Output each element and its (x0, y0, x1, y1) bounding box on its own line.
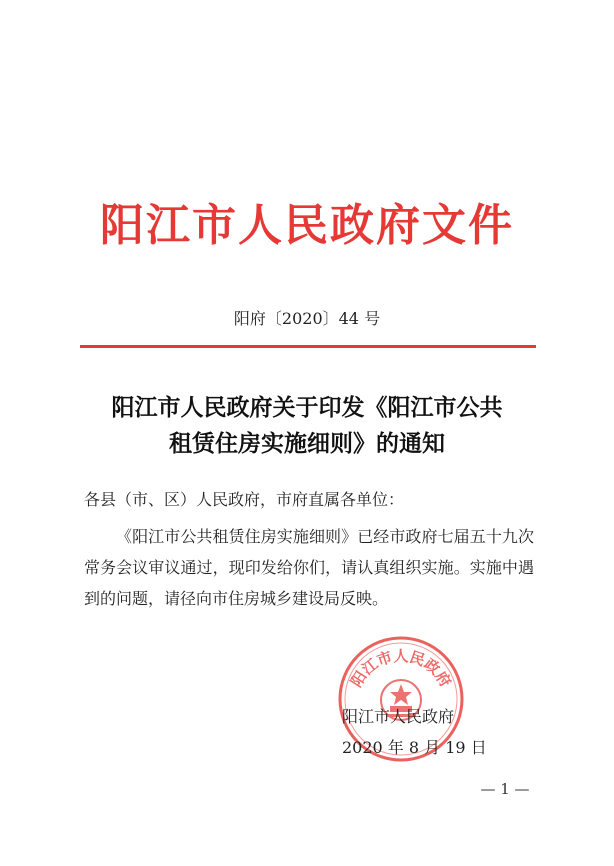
salutation: 各县（市、区）人民政府，市府直属各单位： (84, 490, 405, 509)
body-paragraph: 《阳江市公共租赁住房实施细则》已经市政府七届五十九次常务会议审议通过，现印发给你们，请认真组织实施。实施中遇到的问题，请径向市住房城乡建设局反映。 (84, 527, 534, 608)
page-number: — 1 — (480, 780, 530, 798)
seal-text: 阳江市人民政府 (347, 647, 455, 691)
notice-title-line-1: 阳江市人民政府关于印发《阳江市公共 (111, 394, 503, 421)
signer-name: 阳江市人民政府 (342, 707, 455, 726)
notice-title (0, 390, 614, 462)
notice-title-line-2: 租赁住房实施细则》的通知 (169, 430, 445, 457)
issue-date: 2020 年 8 月 19 日 (342, 738, 487, 757)
masthead-title: 阳江市人民政府文件 (100, 200, 514, 251)
svg-text:阳江市人民政府 (347, 647, 455, 690)
document-number: 阳府〔2020〕44 号 (233, 309, 381, 328)
red-divider-line (80, 345, 536, 348)
